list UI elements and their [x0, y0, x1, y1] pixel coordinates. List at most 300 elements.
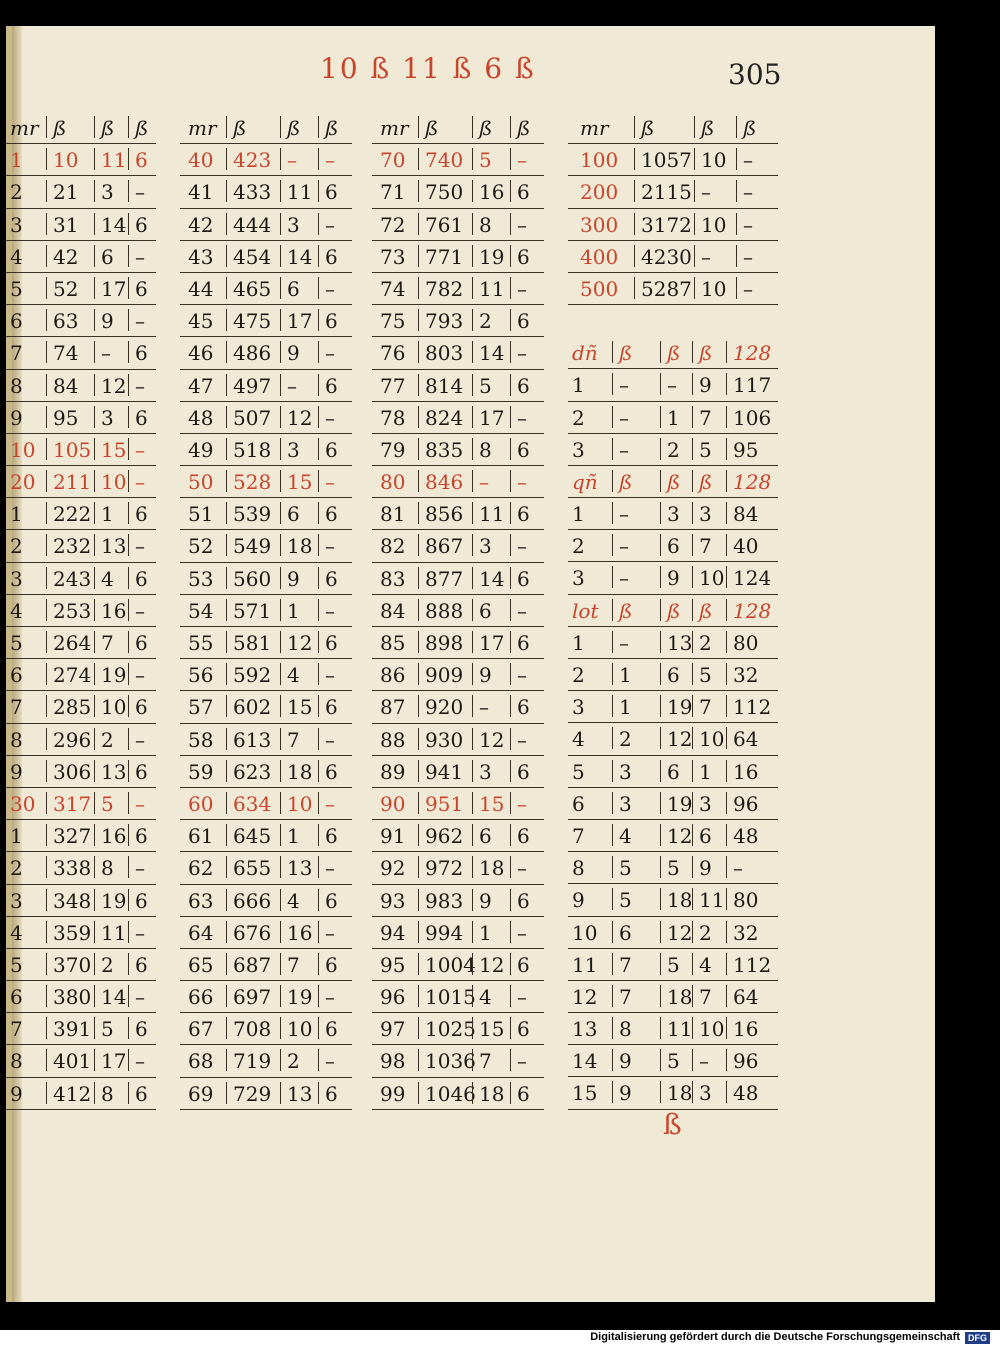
table-cell: – [736, 148, 753, 170]
table-cell: 5 [10, 631, 23, 655]
table-cell: ß [46, 116, 66, 138]
table-cell: 86 [380, 663, 406, 688]
table-row [6, 981, 156, 1013]
table-cell: – [318, 213, 335, 235]
table-cell: 9 [94, 309, 114, 331]
table-cell: 74 [46, 341, 78, 363]
table-row [180, 370, 352, 402]
table-row [372, 144, 544, 176]
table-cell: – [128, 180, 145, 202]
table-cell: 13 [660, 631, 692, 653]
table-cell: 8 [94, 1082, 114, 1104]
table-cell: 1046 [418, 1082, 476, 1104]
table-cell: 3 [572, 437, 585, 462]
table-cell: 729 [226, 1082, 271, 1104]
table-cell: 1 [94, 502, 114, 524]
table-cell: 824 [418, 406, 463, 428]
table-cell: 13 [94, 760, 126, 782]
table-cell: 77 [380, 373, 406, 398]
table-cell: 6 [510, 1017, 530, 1039]
table-cell: 12 [660, 921, 692, 943]
table-cell: 888 [418, 599, 463, 621]
table-cell: 3 [10, 566, 23, 591]
table-row [372, 820, 544, 852]
table-cell: 6 [128, 406, 148, 428]
table-cell: 856 [418, 502, 463, 524]
table-cell: 112 [726, 695, 771, 717]
table-row [180, 563, 352, 595]
table-row [6, 144, 156, 176]
table-cell: ß [612, 599, 632, 621]
table-cell: 64 [726, 985, 758, 1007]
table-row [568, 949, 778, 981]
table-cell: 994 [418, 921, 463, 943]
table-row [568, 1045, 778, 1077]
table-cell: 13 [94, 534, 126, 556]
table-cell: 59 [188, 759, 214, 784]
table-cell: 3 [572, 566, 585, 591]
table-row [180, 949, 352, 981]
table-cell: 31 [46, 213, 78, 235]
table-cell: 3 [660, 502, 680, 524]
table-cell: 128 [726, 341, 771, 363]
table-cell: 19 [94, 663, 126, 685]
table-cell: 7 [692, 534, 712, 556]
table-cell: 338 [46, 856, 91, 878]
table-cell: 58 [188, 727, 214, 752]
table-cell: 2 [10, 534, 23, 559]
table-cell: 6 [318, 889, 338, 911]
table-cell: 6 [510, 1082, 530, 1104]
table-cell: 1 [612, 695, 632, 717]
table-cell: 15 [472, 792, 504, 814]
table-cell: ß [660, 341, 680, 363]
table-cell: 12 [660, 824, 692, 846]
table-row [568, 369, 778, 401]
table-cell: 10 [46, 148, 78, 170]
table-row [180, 498, 352, 530]
table-cell: 9 [660, 566, 680, 588]
table-cell: 16 [280, 921, 312, 943]
table-cell: 16 [94, 599, 126, 621]
table-cell: 6 [318, 309, 338, 331]
table-row [6, 595, 156, 627]
table-cell: ß [660, 470, 680, 492]
table-cell: – [280, 148, 297, 170]
table-cell: 549 [226, 534, 271, 556]
table-row [180, 1045, 352, 1077]
table-row [180, 144, 352, 176]
table-cell: 380 [46, 985, 91, 1007]
table-row [180, 466, 352, 498]
table-cell: 6 [94, 245, 114, 267]
table-cell: 1015 [418, 985, 476, 1007]
table-cell: – [736, 180, 753, 202]
table-row [6, 273, 156, 305]
table-cell: 719 [226, 1049, 271, 1071]
table-cell: 9 [472, 663, 492, 685]
table-cell: 15 [572, 1081, 598, 1106]
table-cell: 18 [280, 760, 312, 782]
table-row [372, 917, 544, 949]
table-cell: 8 [10, 373, 23, 398]
table-cell: – [128, 921, 145, 943]
table-row [568, 659, 778, 691]
table-cell: 6 [318, 1017, 338, 1039]
table-row [568, 884, 778, 916]
table-cell: 11 [472, 502, 504, 524]
table-cell: 40 [726, 534, 758, 556]
table-row [6, 788, 156, 820]
table-cell: 6 [510, 374, 530, 396]
table-cell: 1 [280, 824, 300, 846]
table-row [568, 627, 778, 659]
table-cell: 5 [10, 276, 23, 301]
table-row [372, 1013, 544, 1045]
table-cell: 602 [226, 695, 271, 717]
table-cell: – [318, 406, 335, 428]
table-cell: 14 [572, 1049, 598, 1074]
table-cell: 8 [472, 438, 492, 460]
table-row [568, 917, 778, 949]
table-row [568, 981, 778, 1013]
table-cell: 6 [660, 760, 680, 782]
table-cell: 2 [94, 728, 114, 750]
table-row [568, 820, 778, 852]
table-cell: – [612, 438, 629, 460]
table-cell: 6 [10, 663, 23, 688]
table-cell: 6 [660, 663, 680, 685]
table-cell: 50 [188, 470, 214, 495]
table-row [180, 659, 352, 691]
table-cell: 846 [418, 470, 463, 492]
table-cell: 951 [418, 792, 463, 814]
table-cell: 285 [46, 695, 91, 717]
table-cell: – [726, 856, 743, 878]
table-cell: lot [572, 598, 599, 623]
table-cell: 401 [46, 1049, 91, 1071]
table-cell: – [318, 985, 335, 1007]
table-cell: 6 [472, 599, 492, 621]
table-cell: 5 [472, 374, 492, 396]
table-cell: 2 [692, 631, 712, 653]
table-cell: 5 [94, 1017, 114, 1039]
table-cell: ß [418, 116, 438, 138]
table-cell: 66 [188, 985, 214, 1010]
table-row [372, 530, 544, 562]
table-cell: 497 [226, 374, 271, 396]
table-row [6, 176, 156, 208]
table-cell: – [128, 245, 145, 267]
table-cell: 17 [472, 631, 504, 653]
table-cell: 412 [46, 1082, 91, 1104]
table-cell: 30 [10, 791, 36, 816]
table-cell: 61 [188, 824, 214, 849]
table-cell: ß [280, 116, 300, 138]
table-cell: – [612, 502, 629, 524]
table-cell: 581 [226, 631, 271, 653]
table-cell: 676 [226, 921, 271, 943]
table-cell: 9 [10, 1081, 23, 1106]
table-cell: – [510, 277, 527, 299]
table-row [180, 691, 352, 723]
table-cell: 48 [726, 824, 758, 846]
table-cell: 11 [572, 952, 598, 977]
table-row [6, 820, 156, 852]
table-cell: 42 [46, 245, 78, 267]
table-cell: 46 [188, 341, 214, 366]
table-row [6, 885, 156, 917]
table-cell: – [318, 341, 335, 363]
table-row [372, 402, 544, 434]
table-cell: 200 [580, 180, 619, 205]
table-cell: 49 [188, 437, 214, 462]
table-cell: 16 [94, 824, 126, 846]
table-cell: – [736, 213, 753, 235]
table-cell: 4 [472, 985, 492, 1007]
table-cell: – [510, 148, 527, 170]
table-cell: 2115 [634, 180, 692, 202]
table-cell: 112 [726, 953, 771, 975]
table-row [568, 788, 778, 820]
table-cell: 71 [380, 180, 406, 205]
table-cell: mr [580, 116, 609, 140]
table-cell: 1 [10, 824, 23, 849]
table-cell: 32 [726, 921, 758, 943]
table-cell: 613 [226, 728, 271, 750]
table-cell: ß [510, 116, 530, 138]
table-cell: – [736, 245, 753, 267]
table-row [372, 595, 544, 627]
table-cell: 518 [226, 438, 271, 460]
table-cell: 80 [726, 631, 758, 653]
table-cell: ß [694, 116, 714, 138]
table-cell: 317 [46, 792, 91, 814]
table-cell: 7 [280, 728, 300, 750]
table-cell: 4 [94, 567, 114, 589]
table-cell: 3 [10, 212, 23, 237]
dfg-badge: DFG [965, 1332, 990, 1344]
table-cell: – [128, 534, 145, 556]
table-row [568, 1077, 778, 1109]
table-cell: 6 [128, 341, 148, 363]
table-cell: 5 [660, 1049, 680, 1071]
table-cell: 3 [612, 760, 632, 782]
table-cell: 7 [612, 985, 632, 1007]
table-cell: 222 [46, 502, 91, 524]
table-cell: 13 [280, 1082, 312, 1104]
table-cell: 7 [612, 953, 632, 975]
table-cell: 623 [226, 760, 271, 782]
table-cell: 803 [418, 341, 463, 363]
table-row [6, 1045, 156, 1077]
table-row [372, 1078, 544, 1110]
table-cell: 117 [726, 373, 771, 395]
table-row [372, 209, 544, 241]
table-cell: 5 [692, 663, 712, 685]
table-header-row [372, 112, 544, 144]
table-cell: 2 [572, 663, 585, 687]
table-row [372, 563, 544, 595]
table-cell: 7 [692, 406, 712, 428]
table-cell: – [318, 470, 335, 492]
table-cell: 70 [380, 148, 406, 173]
table-cell: 11 [660, 1017, 692, 1039]
table-row [6, 563, 156, 595]
table-row [568, 241, 778, 273]
table-row [180, 756, 352, 788]
table-cell: 12 [472, 728, 504, 750]
table-cell: 6 [510, 760, 530, 782]
table-cell: 6 [318, 180, 338, 202]
table-cell: 93 [380, 888, 406, 913]
table-cell: 771 [418, 245, 463, 267]
table-row [180, 241, 352, 273]
table-cell: 84 [46, 374, 78, 396]
table-row [6, 305, 156, 337]
table-cell: 4 [10, 598, 23, 623]
table-cell: 6 [510, 889, 530, 911]
table-cell: 84 [726, 502, 758, 524]
table-header-row [180, 112, 352, 144]
table-cell: 124 [726, 566, 771, 588]
table-row [568, 402, 778, 434]
table-cell: 6 [510, 695, 530, 717]
table-cell: 6 [128, 1017, 148, 1039]
table-cell: 1 [572, 502, 585, 527]
table-cell: 10 [572, 920, 598, 945]
table-row [372, 885, 544, 917]
table-cell: 16 [472, 180, 504, 202]
table-row [6, 370, 156, 402]
table-cell: 10 [692, 566, 724, 588]
table-cell: – [128, 792, 145, 814]
table-cell: 4 [280, 889, 300, 911]
table-cell: 19 [660, 695, 692, 717]
table-cell: – [128, 1049, 145, 1071]
table-cell: – [510, 406, 527, 428]
table-cell: 10 [94, 695, 126, 717]
table-cell: 4 [10, 920, 23, 945]
table-column-2 [180, 112, 352, 1110]
table-cell: 69 [188, 1081, 214, 1106]
table-row [568, 723, 778, 755]
table-cell: 79 [380, 437, 406, 462]
footer-credit: Digitalisierung gefördert durch die Deutsche Forschungsgemeinschaft [590, 1331, 960, 1343]
table-cell: 76 [380, 341, 406, 366]
table-cell: 65 [188, 952, 214, 977]
table-cell: 211 [46, 470, 91, 492]
table-cell: 11 [280, 180, 312, 202]
table-cell: 3 [612, 792, 632, 814]
table-cell: – [510, 921, 527, 943]
table-cell: – [94, 341, 111, 363]
table-cell: 6 [128, 824, 148, 846]
table-cell: 3 [472, 534, 492, 556]
table-cell: 592 [226, 663, 271, 685]
table-cell: 11 [94, 148, 126, 170]
table-cell: ß [634, 116, 654, 138]
table-cell: 423 [226, 148, 271, 170]
table-cell: 1 [10, 502, 23, 527]
table-cell: 9 [572, 888, 585, 913]
table-cell: 53 [188, 566, 214, 591]
table-cell: 7 [692, 695, 712, 717]
table-cell: 3 [692, 1081, 712, 1103]
table-cell: 571 [226, 599, 271, 621]
table-column-3 [372, 112, 544, 1110]
table-cell: 8 [612, 1017, 632, 1039]
table-cell: – [736, 277, 753, 299]
table-cell: – [510, 599, 527, 621]
table-row [180, 595, 352, 627]
table-cell: – [510, 341, 527, 363]
table-cell: 465 [226, 277, 271, 299]
table-header-row [568, 337, 778, 369]
table-cell: 48 [726, 1081, 758, 1103]
table-cell: – [318, 728, 335, 750]
table-row [372, 176, 544, 208]
table-cell: 18 [660, 1081, 692, 1103]
page-heading: 10 ß 11 ß 6 ß [320, 52, 536, 85]
table-cell: 75 [380, 309, 406, 334]
table-row [6, 756, 156, 788]
table-cell: 17 [280, 309, 312, 331]
table-cell: 6 [128, 502, 148, 524]
table-cell: 42 [188, 212, 214, 237]
table-cell: 52 [46, 277, 78, 299]
table-cell: 1057 [634, 148, 692, 170]
table-cell: 96 [380, 985, 406, 1010]
table-cell: 9 [692, 373, 712, 395]
table-cell: 21 [46, 180, 78, 202]
table-cell: 64 [726, 727, 758, 749]
table-cell: 1 [280, 599, 300, 621]
table-cell: 41 [188, 180, 214, 205]
table-cell: 645 [226, 824, 271, 846]
table-cell: 6 [318, 245, 338, 267]
table-cell: 57 [188, 695, 214, 720]
table-cell: 85 [380, 631, 406, 655]
table-cell: – [612, 534, 629, 556]
table-cell: 15 [472, 1017, 504, 1039]
table-cell: 18 [280, 534, 312, 556]
table-cell: 1025 [418, 1017, 476, 1039]
table-cell: 6 [318, 695, 338, 717]
table-cell: 962 [418, 824, 463, 846]
table-cell: 78 [380, 405, 406, 430]
table-cell: 74 [380, 276, 406, 301]
table-cell: – [472, 470, 489, 492]
table-row [6, 627, 156, 659]
table-row [372, 981, 544, 1013]
table-cell: 7 [472, 1049, 492, 1071]
table-cell: – [510, 663, 527, 685]
table-cell: 6 [280, 277, 300, 299]
table-cell: 6 [128, 277, 148, 299]
table-row [568, 176, 778, 208]
table-cell: 3172 [634, 213, 692, 235]
table-cell: 9 [10, 405, 23, 430]
table-cell: 1 [472, 921, 492, 943]
table-cell: 80 [380, 470, 406, 495]
table-cell: 9 [612, 1081, 632, 1103]
table-cell: 106 [726, 406, 771, 428]
table-cell: 8 [94, 856, 114, 878]
table-cell: 243 [46, 567, 91, 589]
table-cell: 3 [10, 888, 23, 913]
table-cell: 920 [418, 695, 463, 717]
